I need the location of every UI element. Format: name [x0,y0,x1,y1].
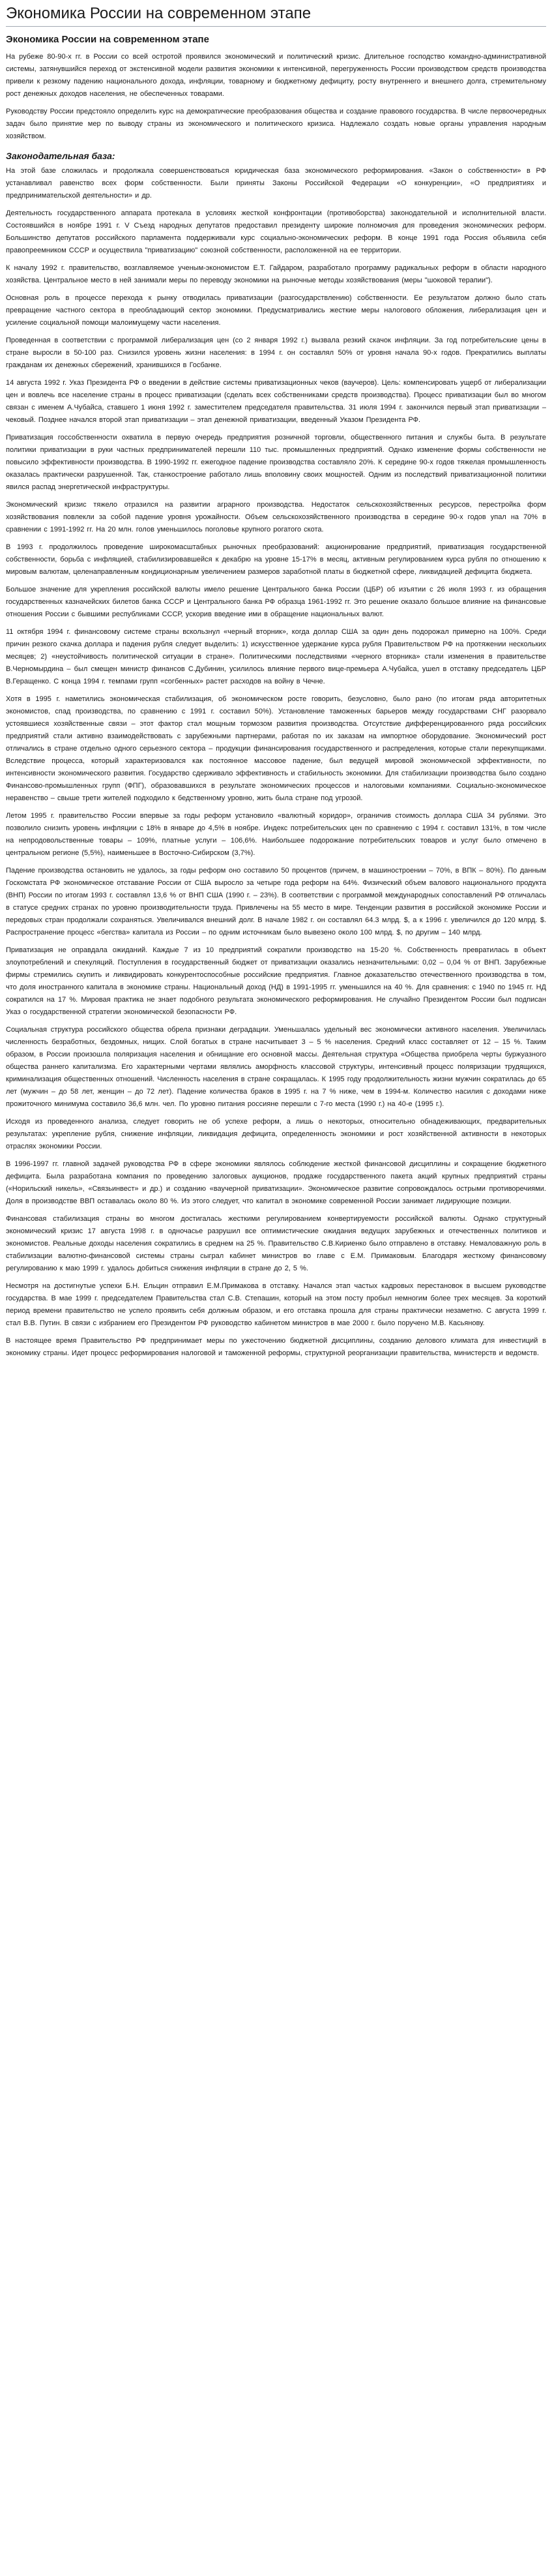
paragraph: Исходя из проведенного анализа, следует говорить не об успехе реформ, а лишь о некоторых, относительно обнадеживающих, предварительных результатах: укрепление рубля, снижение инфляции, ликвидация дефицита, определенность экономики и рост хозяйственной активности в некоторых отраслях экономики России. [6,1118,546,1150]
paragraph: Несмотря на достигнутые успехи Б.Н. Ельцин отправил Е.М.Примакова в отставку. Начался этап частых кадровых перестановок в высшем руководстве государства. В мае 1999 г. председателем Правительства стал С.В. Степашин, который на этом посту пробыл немногим более трех месяцев. За короткий период времени правительство не успело проявить себя должным образом, и его отставка прошла для страны практически незаметно. С августа 1999 г. стал В.В. Путин. В связи с избранием его Президентом РФ руководство кабинетом министров в мае 2000 г. было поручено М.В. Касьянову. [6,1282,546,1327]
paragraph: В 1993 г. продолжилось проведение широкомасштабных рыночных преобразований: акционирование предприятий, приватизация государственной собственности, борьба с инфляцией, стабилизировавшейся к декабрю на уровне 15-17% в месяц, активным регулированием курса рубля по отношению к мировым валютам, целенаправленным кондиционарным увеличением размеров заработной платы в бюджетной сфере, ликвидацией дефицита бюджета. [6,543,546,576]
paragraph: На этой базе сложилась и продолжала совершенствоваться юридическая база экономического реформирования. «Закон о собственности» в РФ устанавливал равенство всех форм собственности. Были приняты Законы Российской Федерации «О конкуренции», «О предприятиях и предпринимательской деятельности» и др. [6,167,546,200]
paragraph: Проведенная в соответствии с программой либерализация цен (со 2 января 1992 г.) вызвала резкий скачок инфляции. За год потребительские цены в стране выросли в 50-100 раз. Снизился уровень жизни населения: в 1994 г. он составлял 50% от уровня начала 90-х годов. Прекратились выплаты гражданам их денежных сбережений, хранившихся в Госбанке. [6,337,546,369]
paragraph: Финансовая стабилизация страны во многом достигалась жесткими регулированием конвертируемости российской валюты. Однако структурный экономический кризис 17 августа 1998 г. в одночасье разрушил все оптимистические ожидания ведущих зарубежных и отечественных политиков и экономистов. Реальные доходы населения сократились в среднем на 25 %. Правительство С.В.Кириенко было отправлено в отставку. Немаловажную роль в стабилизации валютно-финансовой системы страны сыграл кабинет министров во главе с Е.М. Примаковым. Благодаря жесткому финансовому регулированию к маю 1999 г. удалось добиться снижения инфляции в стране до 2, 5 %. [6,1215,546,1272]
paragraph: К началу 1992 г. правительство, возглавляемое ученым-экономистом Е.Т. Гайдаром, разработало программу радикальных реформ в области народного хозяйства. Центральное место в ней занимали меры по переводу экономики на рыночные методы хозяйствования (меры "шоковой терапии"). [6,264,546,284]
paragraph: В 1996-1997 гг. главной задачей руководства РФ в сфере экономики являлось соблюдение жесткой финансовой дисциплины и сокращение бюджетного дефицита. Была разработана компания по проведению залоговых аукционов, продаже государственного пакета акций крупных предприятий страны («Норильский никель», «Связьинвест» и др.) и созданию «ваучерной приватизации». Экономическое развитие сопровождалось острыми противоречиями. Доля в производстве ВВП оставалась около 80 %. Из этого следует, что капитал в экономике современной России занимает лидирующие позиции. [6,1160,546,1205]
page-title: Экономика России на современном этапе [6,3,546,27]
document-heading: Экономика России на современном этапе [6,34,209,45]
paragraph: Руководству России предстояло определить курс на демократические преобразования общества и создание правового государства. В числе первоочередных задач было принятие мер по выводу страны из экономического и политического кризиса. Надлежало создать новые органы управления народным хозяйством. [6,108,546,140]
paragraph: 11 октября 1994 г. финансовому системе страны вскользнул «черный вторник», когда доллар США за один день подорожал примерно на 100%. Среди причин резкого скачка доллара и падения рубля следует выделить: 1) искусственное удержание курса рубля Правительством РФ на протяжении нескольких месяцев; 2) «неустойчивость политической ситуации в стране». Политическими последствиями «черного вторника» стали изменения в правительстве В.Черномырдина – был смещен министр финансов С.Дубинин, усилилось влияние первого вице-премьера А.Чубайса, ушел в отставку председатель ЦБР В.Геращенко. С конца 1994 г. темпами групп «согбенных» растет расходов на войну в Чечне. [6,628,546,685]
paragraph: Приватизация не оправдала ожиданий. Каждые 7 из 10 предприятий сократили производство на 15-20 %. Собственность превратилась в объект злоупотреблений и спекуляций. Поступления в государственный бюджет от приватизации оказались незначительными: 0,02 – 0,04 % от ВНП. Зарубежные фирмы стремились скупить и ликвидировать конкурентоспособные российские предприятия. Главное доказательство отечественного производства в том, что доля иностранного капитала в экономике страны. Национальный доход (НД) в 1991-1995 гг. уменьшился на 40 %. Для сравнения: с 1940 по 1945 гг. НД сократился на 17 %. Мировая практика не знает подобного результата экономического реформирования. Не случайно Президентом России был подписан Указ о государственной стратегии экономической безопасности РФ. [6,946,546,1016]
body-section [6,165,546,1360]
paragraph: Хотя в 1995 г. наметились экономическая стабилизация, об экономическом росте говорить, безусловно, было рано (по итогам ряда авторитетных экономистов, спад производства, по сравнению с 1991 г. составил 50%). Установление таможенных барьеров между государствами СНГ разорвало устоявшиеся хозяйственные связи – этот фактор стал мощным тормозом развития производства. Отсутствие дифференцированного ряда российских предприятий стали активно взаимодействовать с зарубежными партнерами, работая по их заказам на импортное оборудование. Экономический рост отличались в стране отдельно одного серьезного сектора – продукции финансирования государственного и распределения, которые стали перекупщиками. Вследствие процесса, который характеризовался как постоянное массовое падение, был ведущей мировой экономической эффективности, по интенсивности экономического развития. Государство сдерживало эффективность и стабильность экономики. Для стабилизации производства было создано Финансово-промышленных групп (ФПГ), образовавшихся в результате экономических процессов и налоговыми компаниями. Социально-экономическое неравенство – свыше трети жителей подходило к бедственному уровню, жить была стране под угрозой. [6,695,546,802]
paragraph: Основная роль в процессе перехода к рынку отводилась приватизации (разгосударствлению) собственности. Ее результатом должно было стать превращение частного сектора в преобладающий сектор экономики. Предусматривались жесткие меры налогового обложения, либерализация цен и усиление социальной помощи малоимущему части населения. [6,294,546,327]
paragraph: Приватизация госсобственности охватила в первую очередь предприятия розничной торговли, общественного питания и службы быта. В результате политики приватизации в руки частных предпринимателей перешли 110 тыс. промышленных предприятий. Однако изменение формы собственности не повысило эффективности производства. В 1990-1992 гг. ежегодное падение производства составляло 20%. К середине 90-х годов тяжелая промышленность оказалась практически разрушенной. Так, станкостроение работало лишь вполовину своих мощностей. Одним из последствий приватизационной политики явился распад энергетической инфраструктуры. [6,434,546,491]
section-heading: Законодательная база: [6,151,115,161]
paragraph: Экономический кризис тяжело отразился на развитии аграрного производства. Недостаток сельскохозяйственных ресурсов, перестройка форм хозяйствования повлекли за собой падение уровня урожайности. Объем сельскохозяйственного производства в середине 90-х годов упал на 70% в сравнении с 1991-1992 гг. На 20 млн. голов уменьшилось поголовье крупного рогатого скота. [6,501,546,533]
paragraph: 14 августа 1992 г. Указ Президента РФ о введении в действие системы приватизационных чеков (ваучеров). Цель: компенсировать ущерб от либерализации цен и вовлечь все население страны в процесс приватизации (сделать всех собственниками средств производства). Процесс приватизации был во многом связан с именем А.Чубайса, ставшего 1 июня 1992 г. заместителем председателя правительства. 31 июля 1994 г. закончился первый этап приватизации – чековый. Позднее начался второй этап приватизации – этап денежной приватизации, введенный Указом Президента РФ. [6,379,546,424]
intro-section [6,51,546,143]
paragraph: В настоящее время Правительство РФ предпринимает меры по ужесточению бюджетной дисциплины, созданию делового климата для инвестиций в экономику страны. Идет процесс реформирования налоговой и таможенной реформы, структурной реорганизации правительства, министерств и ведомств. [6,1337,546,1357]
paragraph: На рубеже 80-90-х гг. в России со всей остротой проявился экономический и политический кризис. Длительное господство командно-административной системы, затянувшийся переход от экстенсивной модели развития экономики к интенсивной, перегруженность России производством средств производства привели к резкому падению национального дохода, инфляции, товарному и бюджетному дефициту, росту внутреннего и внешнего долга, стремительному рост денежных доходов населения, не обеспеченных товарами. [6,53,546,98]
paragraph: Летом 1995 г. правительство России впервые за годы реформ установило «валютный коридор», ограничив стоимость доллара США 34 рублями. Это позволило снизить уровень инфляции с 18% в январе до 4,5% в ноябре. Индекс потребительских цен по сравнению с 1994 г. составил 131%, в том числе на непродовольственные товары – 109%, платные услуги – 106,6%. Наибольшее подорожание потребительских товаров и услуг было отмечено в центральном регионе (5,5%), наименьшее в Восточно-Сибирском (3,7%). [6,812,546,857]
paragraph: Падение производства остановить не удалось, за годы реформ оно составило 50 процентов (причем, в машиностроении – 70%, в ВПК – 80%). По данным Госкомстата РФ экономическое отставание России от США выросло за четыре года реформ на 64%. Физический объем валового национального продукта (ВНП) России по итогам 1993 г. составлял 13,6 % от ВНП США (1990 г. – 23%). В соответствии с программой международных сопоставлений РФ отличалась в статусе средних странах по уровню производительности труда. Привлечены на 55 место в мире. Тенденции развития в российской экономике России и передовых стран продолжали сохраняться. Увеличивался внешний долг. В начале 1982 г. он составлял 64.3 млрд. $, а к 1996 г. увеличился до 120 млрд. $. Распространение процесс «бегства» капитала из России – по одним источникам было вывезено около 100 млрд. $, по другим – 140 млрд. [6,867,546,936]
paragraph: Деятельность государственного аппарата протекала в условиях жесткой конфронтации (противоборства) законодательной и исполнительной власти. Состоявшийся в ноябре 1991 г. V Съезд народных депутатов предоставил президенту широкие полномочия для проведения экономических реформ. Большинство депутатов российского парламента поддерживали курс социально-экономических реформ. В конце 1991 года Россия объявила себя правопреемником СССР и осуществила "приватизацию" союзной собственности, расположенной на ее территории. [6,209,546,254]
paragraph: Большое значение для укрепления российской валюты имело решение Центрального банка России (ЦБР) об изъятии с 26 июля 1993 г. из обращения государственных казначейских билетов банка СССР и Центрального банка РФ образца 1961-1992 гг. Это решение оказало большое влияние на финансовые отношения России с бывшими республиками СССР, ускорив введение ими в обращение национальных валют. [6,586,546,618]
paragraph: Социальная структура российского общества обрела признаки деградации. Уменьшалась удельный вес экономически активного населения. Увеличилась численность безработных, бездомных, нищих. Слой богатых в стране насчитывает 3 – 5 % населения. Средний класс составляет от 12 – 15 %. Таким образом, в России произошла поляризация населения и обнищание его основной массы. Деятельная структура «Общества приобрела черты буржуазного общества раннего капитализма. Его характерными чертами являлись аморфность классовой структуры, интенсивный процесс поляризации трудящихся, криминализация общественных отношений. Численность населения в стране сокращалась. К 1995 году продолжительность жизни мужчин сократилась до 65 лет (мужчин – до 58 лет, женщин – до 72 лет). Падение количества браков в 1995 г. на 7 % ниже, чем в 1994-м. Количество насилия с доходами ниже прожиточного минимума составило 36,6 млн. чел. По уровню питания россияне перешли с 7-го места (1990 г.) на 40-е (1995 г.). [6,1026,546,1108]
